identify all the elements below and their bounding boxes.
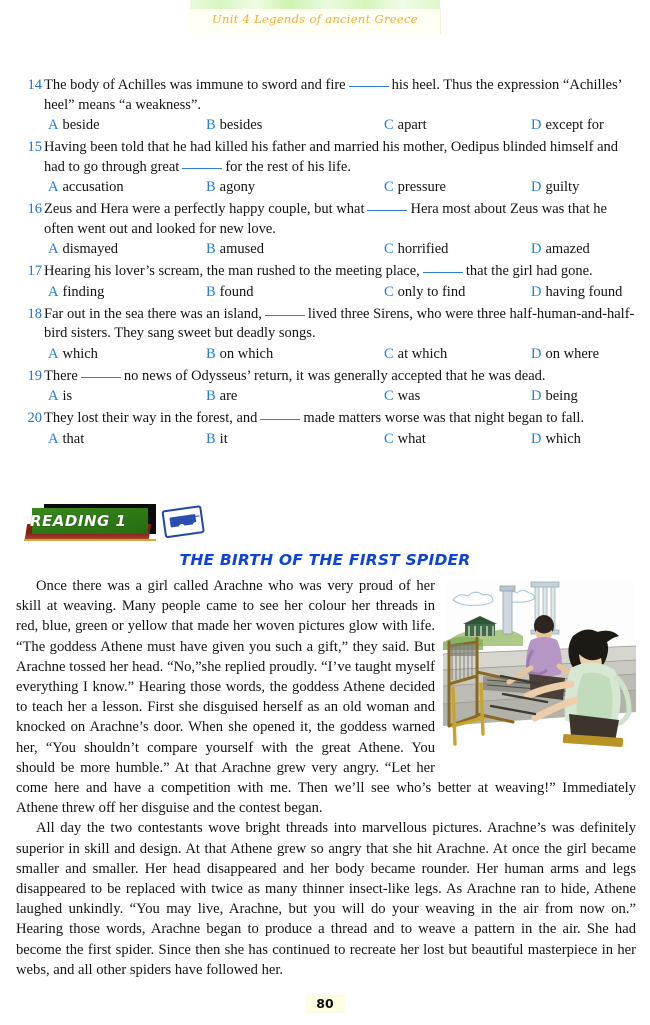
cassette-window bbox=[169, 514, 196, 528]
option-row bbox=[44, 282, 638, 302]
cassette-body bbox=[161, 505, 205, 538]
option-text: horrified bbox=[397, 241, 449, 257]
answer-blank[interactable] bbox=[367, 210, 407, 211]
option-letter: A bbox=[48, 117, 59, 133]
option-row bbox=[44, 115, 638, 135]
option-c[interactable] bbox=[384, 386, 531, 406]
page-footer bbox=[0, 995, 650, 1013]
header-green-band bbox=[190, 0, 440, 9]
reading-banner-label: READING 1 bbox=[30, 512, 127, 530]
option-text: amazed bbox=[545, 241, 590, 257]
question-number: 14 bbox=[27, 77, 42, 93]
option-text: amused bbox=[219, 241, 264, 257]
question-item bbox=[0, 305, 650, 364]
option-c[interactable] bbox=[384, 177, 531, 197]
option-letter: C bbox=[384, 345, 394, 362]
reading-section-header bbox=[0, 500, 650, 548]
option-text: found bbox=[219, 283, 254, 300]
question-stem bbox=[44, 262, 638, 282]
option-row bbox=[44, 239, 638, 259]
option-text: dismayed bbox=[62, 241, 119, 257]
option-b[interactable] bbox=[206, 429, 384, 449]
option-letter: B bbox=[206, 345, 216, 362]
option-letter: B bbox=[206, 241, 216, 257]
option-d[interactable] bbox=[531, 115, 604, 135]
option-c[interactable] bbox=[384, 115, 531, 135]
cassette-tape-line bbox=[176, 515, 200, 520]
answer-blank[interactable] bbox=[260, 419, 300, 420]
stem-after: Hera most about Zeus was that he often went out and looked for new love. bbox=[44, 201, 607, 237]
option-text: accusation bbox=[62, 179, 124, 195]
option-letter: B bbox=[206, 179, 216, 195]
option-text: agony bbox=[219, 179, 256, 195]
question-item bbox=[0, 138, 650, 197]
option-c[interactable] bbox=[384, 239, 531, 259]
option-b[interactable] bbox=[206, 239, 384, 259]
option-text: was bbox=[397, 388, 421, 404]
option-a[interactable] bbox=[48, 239, 206, 259]
option-letter: A bbox=[48, 430, 59, 447]
option-b[interactable] bbox=[206, 282, 384, 302]
option-text: on where bbox=[545, 345, 600, 362]
option-letter: A bbox=[48, 388, 59, 404]
option-c[interactable] bbox=[384, 344, 531, 364]
question-number: 15 bbox=[27, 139, 42, 155]
question-number: 18 bbox=[27, 305, 42, 322]
option-letter: A bbox=[48, 179, 59, 195]
question-stem bbox=[44, 200, 638, 239]
option-a[interactable] bbox=[48, 282, 206, 302]
option-d[interactable] bbox=[531, 386, 578, 406]
stem-after: made matters worse was that night began to fall. bbox=[303, 410, 585, 426]
option-text: except for bbox=[545, 117, 604, 133]
option-row bbox=[44, 177, 638, 197]
cassette-tape-icon bbox=[161, 506, 200, 537]
option-b[interactable] bbox=[206, 115, 384, 135]
passage-paragraph-2: All day the two contestants wove bright threads into marvellous pictures. Arachne’s was definitely superior in skill and design. At that Athene grew so angry that she hit Arachne. At once the girl became smaller and smaller. Her head disappeared and her body became rounder. Her human arms and legs disappeared to be replaced with twice as many thinner insect-like legs. As Arachne ran to hide, Athene laughed unkindly. “You may live, Arachne, but you will do your weaving in the air from now on.” Hearing those words, Arachne began to produce a thread and to weave a pattern in the air. She had become the first spider. Since then she has continued to recreate her lost but beautiful masterpiece in her webs, and all other spiders have followed her. bbox=[16, 820, 636, 978]
stem-before: Zeus and Hera were a perfectly happy couple, but what bbox=[44, 201, 365, 217]
option-d[interactable] bbox=[531, 282, 622, 302]
running-header bbox=[190, 0, 440, 34]
reading-passage-title: THE BIRTH OF THE FIRST SPIDER bbox=[179, 551, 471, 569]
option-letter: C bbox=[384, 430, 394, 447]
option-letter: A bbox=[48, 345, 59, 362]
answer-blank[interactable] bbox=[349, 86, 389, 87]
option-text: which bbox=[545, 430, 581, 447]
option-text: besides bbox=[219, 117, 263, 133]
cassette-reel-left bbox=[178, 524, 185, 531]
option-b[interactable] bbox=[206, 177, 384, 197]
answer-blank[interactable] bbox=[423, 272, 463, 273]
question-stem bbox=[44, 367, 638, 387]
option-text: on which bbox=[219, 345, 274, 362]
option-b[interactable] bbox=[206, 386, 384, 406]
stem-before: The body of Achilles was immune to sword and fire bbox=[44, 77, 346, 93]
answer-blank[interactable] bbox=[182, 168, 222, 169]
option-letter: C bbox=[384, 241, 394, 257]
option-letter: D bbox=[531, 179, 542, 195]
option-d[interactable] bbox=[531, 177, 579, 197]
passage-paragraph-1: Once there was a girl called Arachne who was very proud of her skill at weaving. Many people came to see her colour her threads in red, blue, green or yellow that made her woven pictures glow with life. “The goddess Athene must have given you such a gift,” they said. But Arachne tossed her head. “No,”she replied proudly. “I’ve taught myself everything I know.” Hearing those words, the goddess Athene decided to teach her a lesson. First she disguised herself as an old woman and knocked on Arachne’s door. When she opened it, the goddess warned her, “You shouldn’t compare yourself with the great Athene. You should be more humble.” At that Arachne grew very angry. “Let her come here and have a competition with me. Then we’ll see who’s better at weaving!” Immediately Athene threw off her disguise and the contest began. bbox=[16, 578, 636, 817]
option-letter: D bbox=[531, 345, 542, 362]
question-number: 17 bbox=[27, 263, 42, 279]
option-letter: B bbox=[206, 388, 216, 404]
option-row bbox=[44, 344, 638, 364]
option-text: having found bbox=[545, 283, 623, 300]
page-number: 80 bbox=[305, 995, 344, 1013]
option-c[interactable] bbox=[384, 429, 531, 449]
banner-underline bbox=[24, 539, 156, 541]
option-letter: C bbox=[384, 179, 394, 195]
option-a[interactable] bbox=[48, 344, 206, 364]
option-text: at which bbox=[397, 345, 448, 362]
arachne-weaving-illustration bbox=[443, 576, 636, 754]
reading-banner bbox=[22, 504, 157, 542]
unit-title: Unit 4 Legends of ancient Greece bbox=[212, 12, 418, 26]
option-d[interactable] bbox=[531, 239, 590, 259]
option-letter: B bbox=[206, 117, 216, 133]
option-letter: C bbox=[384, 117, 394, 133]
question-item bbox=[0, 262, 650, 302]
option-text: only to find bbox=[397, 283, 466, 300]
option-a[interactable] bbox=[48, 177, 206, 197]
stem-before: Far out in the sea there was an island, bbox=[44, 305, 262, 322]
option-letter: D bbox=[531, 241, 542, 257]
answer-blank[interactable] bbox=[81, 377, 121, 378]
question-number: 20 bbox=[27, 410, 42, 426]
option-letter: A bbox=[48, 241, 59, 257]
stem-after: for the rest of his life. bbox=[225, 158, 351, 175]
option-a[interactable] bbox=[48, 386, 206, 406]
option-a[interactable] bbox=[48, 115, 206, 135]
question-number: 19 bbox=[27, 367, 42, 384]
reading-passage bbox=[16, 576, 636, 980]
option-letter: D bbox=[531, 388, 542, 404]
option-text: what bbox=[397, 430, 426, 447]
option-letter: D bbox=[531, 283, 542, 300]
option-b[interactable] bbox=[206, 344, 384, 364]
question-item bbox=[0, 76, 650, 135]
question-item bbox=[0, 200, 650, 259]
option-text: it bbox=[219, 430, 228, 447]
option-text: finding bbox=[62, 283, 105, 300]
option-d[interactable] bbox=[531, 429, 581, 449]
option-a[interactable] bbox=[48, 429, 206, 449]
question-number: 16 bbox=[27, 201, 42, 217]
option-text: being bbox=[545, 388, 578, 404]
option-d[interactable] bbox=[531, 344, 599, 364]
option-letter: B bbox=[206, 283, 216, 300]
stem-after: that the girl had gone. bbox=[465, 263, 593, 279]
option-text: guilty bbox=[545, 179, 580, 195]
option-row bbox=[44, 429, 638, 449]
stem-after: lived three Sirens, who were three half-human-and-half-bird sisters. They sang sweet but deadly songs. bbox=[44, 305, 635, 341]
option-letter: A bbox=[48, 283, 59, 300]
question-stem bbox=[44, 305, 638, 344]
option-letter: C bbox=[384, 388, 394, 404]
option-text: pressure bbox=[397, 179, 446, 195]
question-item bbox=[0, 409, 650, 449]
question-stem bbox=[44, 138, 638, 177]
stem-before: Hearing his lover’s scream, the man rushed to the meeting place, bbox=[44, 263, 420, 279]
option-text: apart bbox=[397, 117, 427, 133]
option-letter: D bbox=[531, 430, 542, 447]
question-stem bbox=[44, 76, 638, 115]
option-letter: B bbox=[206, 430, 216, 447]
option-row bbox=[44, 386, 638, 406]
option-c[interactable] bbox=[384, 282, 531, 302]
stem-before: They lost their way in the forest, and bbox=[44, 410, 258, 426]
stem-before: Having been told that he had killed his father and married his mother, Oedipus blinded himself and had to go through great bbox=[44, 139, 619, 175]
cassette-reel-right bbox=[192, 522, 199, 529]
option-text: which bbox=[62, 345, 98, 362]
answer-blank[interactable] bbox=[265, 315, 305, 316]
multiple-choice-exercise-list bbox=[0, 76, 650, 452]
stem-before: There bbox=[44, 367, 78, 384]
option-letter: D bbox=[531, 117, 542, 133]
stem-after: his heel. Thus the expression “Achilles’ heel” means “a weakness”. bbox=[44, 77, 622, 113]
option-text: beside bbox=[62, 117, 100, 133]
stem-after: no news of Odysseus’ return, it was generally accepted that he was dead. bbox=[123, 367, 546, 384]
option-text: that bbox=[62, 430, 85, 447]
option-text: is bbox=[62, 388, 73, 404]
option-text: are bbox=[219, 388, 238, 404]
question-stem bbox=[44, 409, 638, 429]
question-item bbox=[0, 367, 650, 407]
option-letter: C bbox=[384, 283, 394, 300]
